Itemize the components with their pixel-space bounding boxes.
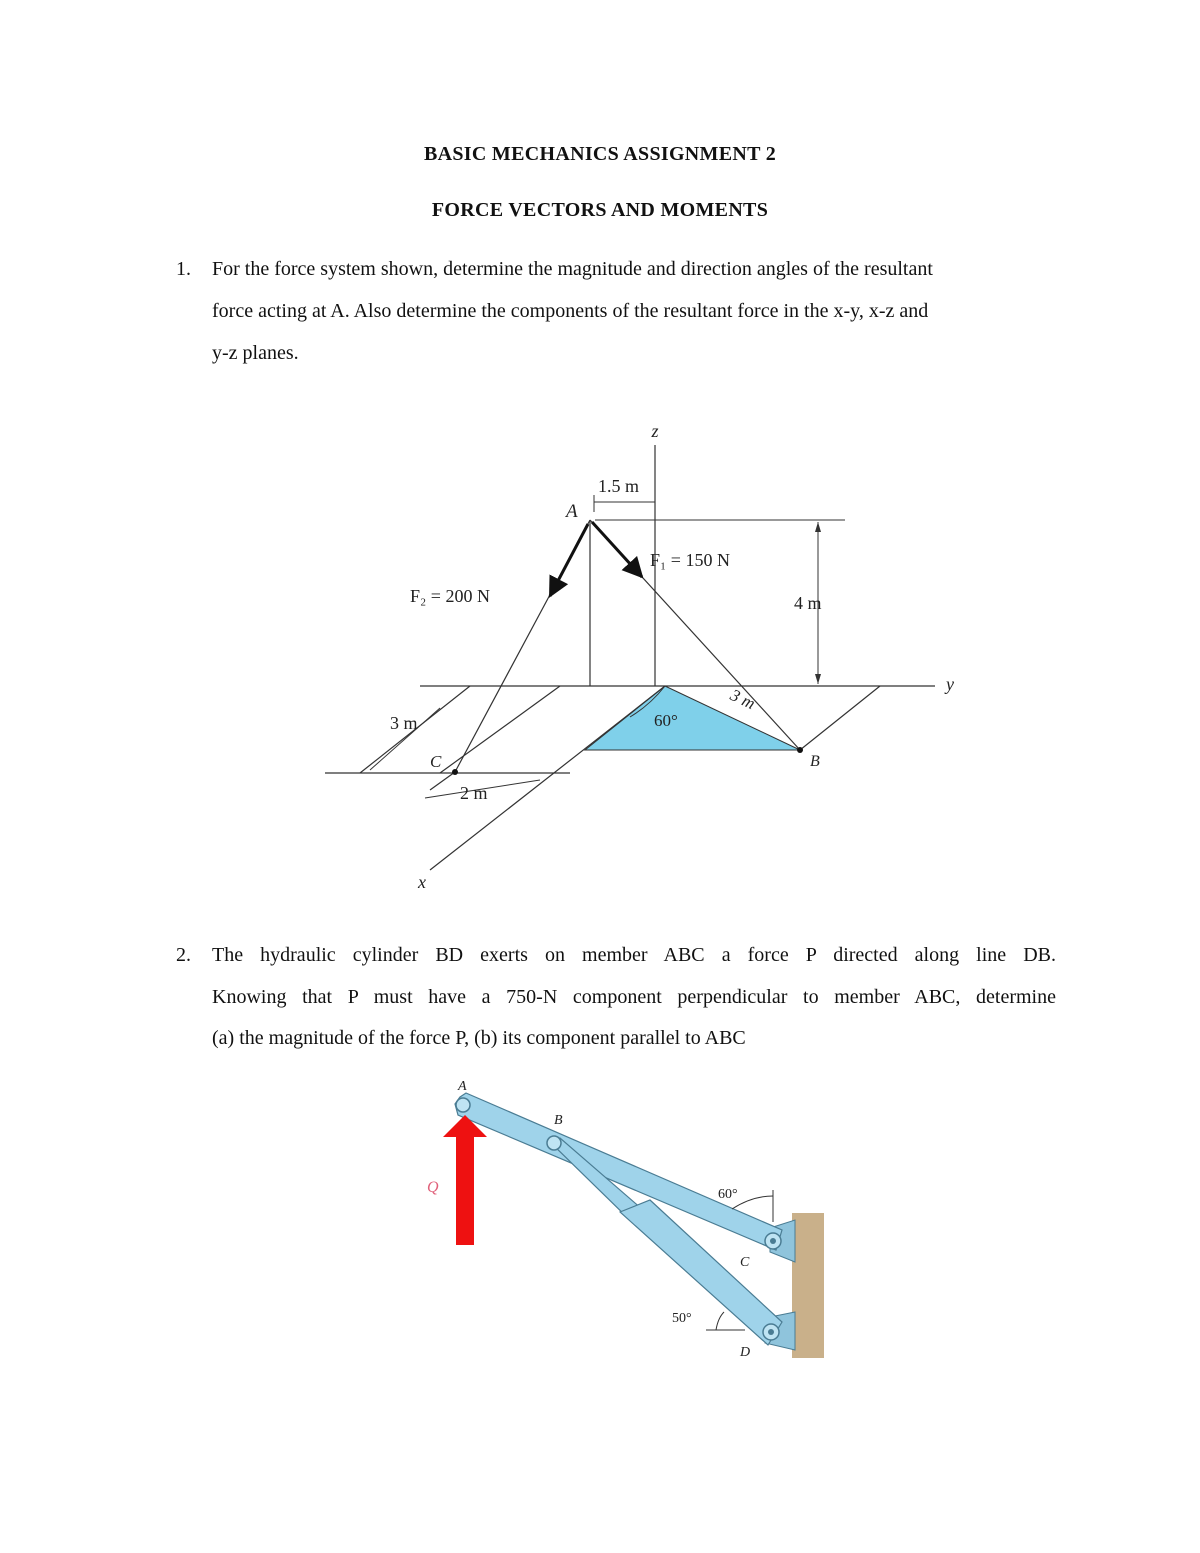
angle-50-arc bbox=[716, 1312, 724, 1330]
question-1-line-3: y-z planes. bbox=[212, 342, 299, 364]
question-2-line-1: The hydraulic cylinder BD exerts on member ABC a force P directed along line DB. bbox=[212, 944, 1056, 966]
wall bbox=[792, 1213, 824, 1358]
force-q-label: Q bbox=[427, 1179, 439, 1196]
fig2-point-d-label: D bbox=[740, 1345, 751, 1360]
pin-b bbox=[547, 1136, 561, 1150]
z-axis-label: z bbox=[651, 421, 659, 441]
question-1-line-2: force acting at A. Also determine the components of the resultant force in the x-y, x-z and bbox=[212, 300, 929, 322]
question-2-line-2: Knowing that P must have a 750-N component perpendicular to member ABC, determine bbox=[212, 986, 1056, 1008]
assignment-subtitle: FORCE VECTORS AND MOMENTS bbox=[431, 199, 769, 221]
dim-3m-diag-label: 3 m bbox=[727, 685, 759, 714]
point-b-label: B bbox=[810, 753, 820, 770]
point-a-label: A bbox=[566, 501, 578, 522]
fig2-angle-60-label: 60° bbox=[718, 1187, 738, 1202]
fig2-point-c-label: C bbox=[740, 1255, 750, 1270]
question-1-number: 1. bbox=[176, 258, 191, 280]
f1-label: F₁ = 150 N bbox=[650, 550, 730, 570]
fig2-angle-50-label: 50° bbox=[672, 1311, 692, 1326]
dim-3m-left-label: 3 m bbox=[390, 713, 418, 733]
f2-label: F₂ = 200 N bbox=[410, 586, 490, 606]
point-c-label: C bbox=[430, 752, 442, 771]
dim-2m-label: 2 m bbox=[460, 783, 488, 803]
member-abc bbox=[455, 1093, 782, 1250]
q-arrow-shaft bbox=[456, 1135, 474, 1245]
question-2-number: 2. bbox=[176, 944, 191, 966]
fig2-point-b-label: B bbox=[554, 1113, 563, 1128]
pin-a bbox=[456, 1098, 470, 1112]
question-2-line-3: (a) the magnitude of the force P, (b) its component parallel to ABC bbox=[212, 1027, 746, 1049]
angle-60-arc-2 bbox=[732, 1196, 773, 1209]
angle-60-label: 60° bbox=[654, 711, 678, 730]
fig2-point-a-label: A bbox=[458, 1079, 467, 1094]
x-axis-label: x bbox=[418, 872, 426, 892]
assignment-title: BASIC MECHANICS ASSIGNMENT 2 bbox=[424, 143, 776, 165]
question-1-line-1: For the force system shown, determine the magnitude and direction angles of the resultant bbox=[212, 258, 933, 280]
y-axis-label: y bbox=[946, 674, 954, 694]
dim-1-5m-label: 1.5 m bbox=[598, 476, 640, 496]
dim-4m-label: 4 m bbox=[794, 593, 822, 613]
